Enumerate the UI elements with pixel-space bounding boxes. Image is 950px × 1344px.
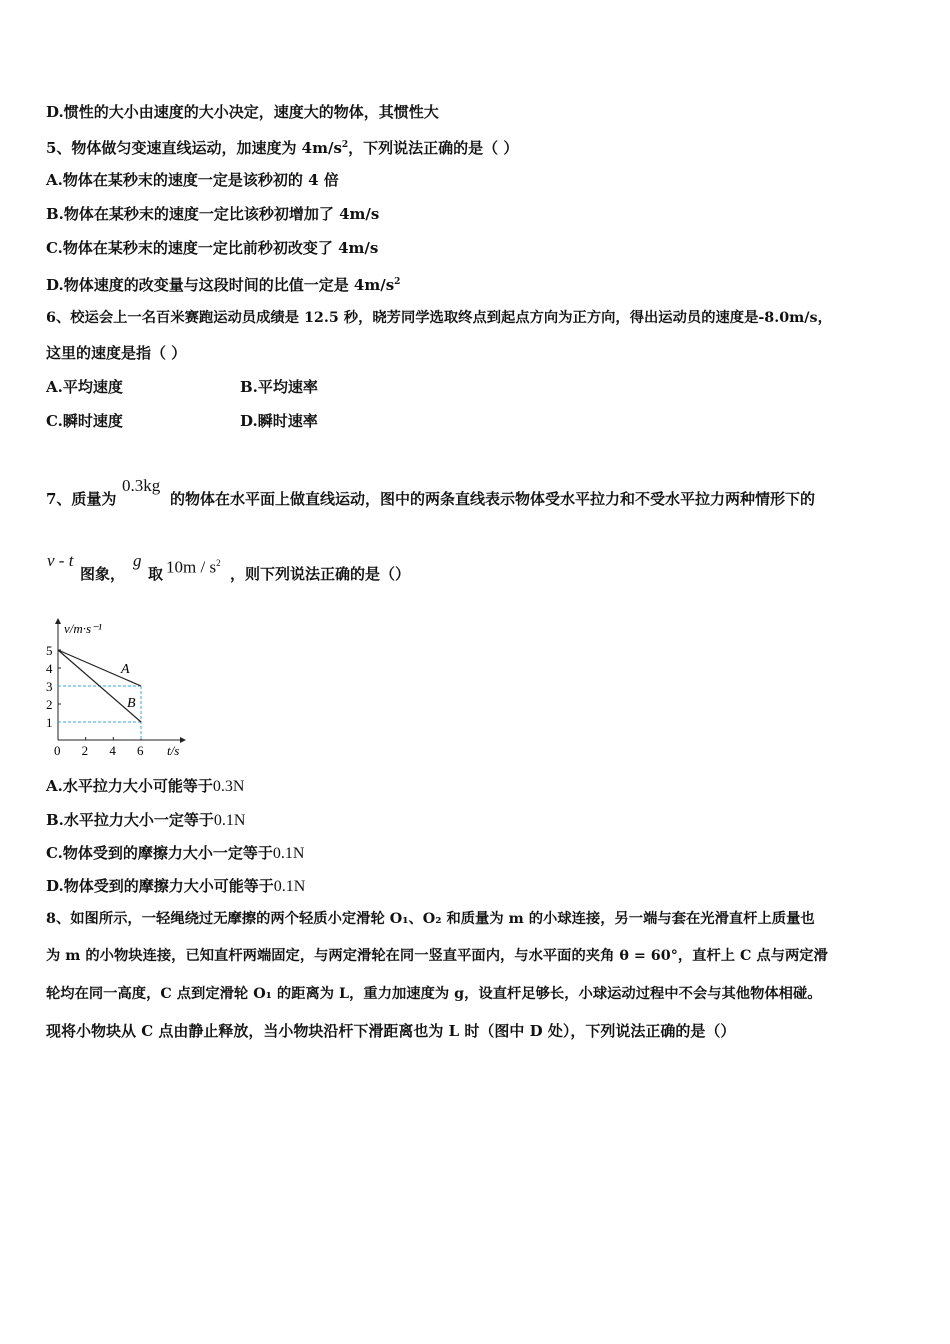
q5-stem-sup: 2 xyxy=(341,140,349,150)
q7-stem-post-text: 的物体在水平面上做直线运动，图中的两条直线表示物体受水平拉力和不受水平拉力两种情形下的 xyxy=(170,490,816,508)
vt-chart xyxy=(40,612,190,762)
q6-stem-line1-text: 6、校运会上一名百米赛跑运动员成绩是 12.5 秒，晓芳同学选取终点到起点方向为正方向，得出运动员的速度是-8.0m/s， xyxy=(46,310,832,326)
q5-option-c-text: C.物体在某秒末的速度一定比前秒初改变了 4m/s xyxy=(46,239,379,257)
q5-stem-post: ，下列说法正确的是（ ） xyxy=(348,139,519,157)
y-tick-label: 3 xyxy=(46,679,53,694)
q7-line2-a-text: 图象， xyxy=(80,565,126,583)
q7-stem-post xyxy=(170,489,815,509)
q5-option-c xyxy=(46,238,378,258)
q6-stem-line2-text: 这里的速度是指（ ） xyxy=(46,344,187,362)
x-tick-label: 0 xyxy=(54,743,61,758)
q7-line2-c xyxy=(230,564,410,584)
x-axis-arrow xyxy=(180,737,186,743)
q7-option-b-val: 0.1N xyxy=(213,812,246,829)
q6-option-b-text: B.平均速率 xyxy=(240,378,318,396)
q7-mass-text: 0.3kg xyxy=(122,476,161,495)
q8-line1-text: 8、如图所示，一轻绳绕过无摩擦的两个轻质小定滑轮 O₁、O₂ 和质量为 m 的小球连接，另一端与套在光滑直杆上质量也 xyxy=(46,911,815,927)
q5-option-d-sup: 2 xyxy=(394,277,401,287)
q6-stem-line2 xyxy=(46,343,186,363)
q5-option-b-text: B.物体在某秒末的速度一定比该秒初增加了 4m/s xyxy=(46,205,380,223)
q8-line1 xyxy=(46,909,815,929)
q7-line2-a xyxy=(80,564,125,584)
q8-line3-text: 轮均在同一高度，C 点到定滑轮 O₁ 的距离为 L，重力加速度为 g，设直杆足够长，小球运动过程中不会与其他物体相碰。 xyxy=(46,986,822,1002)
q8-line2 xyxy=(46,946,828,966)
q7-option-b-text: B.水平拉力大小一定等于 xyxy=(46,811,214,829)
q5-option-d-text: D.物体速度的改变量与这段时间的比值一定是 4m/s xyxy=(46,276,395,294)
q7-stem-pre xyxy=(46,489,116,509)
q7-option-a-val: 0.3N xyxy=(212,778,245,795)
y-axis-arrow xyxy=(55,618,61,624)
q5-option-a xyxy=(46,170,339,190)
q6-stem-line1 xyxy=(46,308,832,328)
q7-option-c-val: 0.1N xyxy=(272,845,305,862)
q7-option-a xyxy=(46,776,244,797)
q7-option-b xyxy=(46,810,245,831)
y-tick-label: 5 xyxy=(46,643,53,658)
q7-option-c-text: C.物体受到的摩擦力大小一定等于 xyxy=(46,844,273,862)
q6-option-c-text: C.瞬时速度 xyxy=(46,412,123,430)
y-axis-label: v/m·s⁻¹ xyxy=(64,621,102,636)
q7-option-d-val: 0.1N xyxy=(273,878,306,895)
q7-vt-text: v - t xyxy=(47,551,74,570)
q5-stem-text: 5、物体做匀变速直线运动，加速度为 4m/s xyxy=(46,139,342,157)
q7-gval xyxy=(166,553,221,578)
x-tick-label: 4 xyxy=(109,743,116,758)
y-tick-label: 1 xyxy=(46,715,53,730)
q4-option-d xyxy=(46,102,439,122)
x-axis-label: t/s xyxy=(167,743,180,758)
q7-option-c xyxy=(46,843,304,864)
q5-option-a-text: A.物体在某秒末的速度一定是该秒初的 4 倍 xyxy=(46,171,339,189)
q5-option-d xyxy=(46,272,400,295)
q7-line2-c-text: ，则下列说法正确的是（） xyxy=(230,565,411,583)
q7-option-d xyxy=(46,876,305,897)
q7-mass xyxy=(122,476,160,496)
q8-line2-text: 为 m 的小物块连接，已知直杆两端固定，与两定滑轮在同一竖直平面内，与水平面的夹角 θ = 60°，直杆上 C 点与两定滑 xyxy=(46,948,828,964)
q6-option-a xyxy=(46,377,123,397)
q6-option-a-text: A.平均速度 xyxy=(46,378,123,396)
q8-line4 xyxy=(46,1021,735,1041)
q6-option-b xyxy=(240,377,318,397)
q7-g-text: g xyxy=(133,551,142,570)
q7-vt xyxy=(47,551,73,571)
q8-line4-text: 现将小物块从 C 点由静止释放，当小物块沿杆下滑距离也为 L 时（图中 D 处），下列说法正确的是（） xyxy=(46,1022,736,1040)
q7-g xyxy=(133,551,142,571)
q7-option-a-text: A.水平拉力大小可能等于 xyxy=(46,777,213,795)
x-tick-label: 6 xyxy=(137,743,144,758)
q7-gval-sup: 2 xyxy=(216,558,221,568)
series-label-b: B xyxy=(127,696,136,711)
y-tick-label: 4 xyxy=(46,661,53,676)
q7-line2-b xyxy=(148,564,163,584)
q7-line2-b-text: 取 xyxy=(148,565,164,583)
q4-option-d-text: D.惯性的大小由速度的大小决定，速度大的物体，其惯性大 xyxy=(46,103,439,121)
q7-option-d-text: D.物体受到的摩擦力大小可能等于 xyxy=(46,877,274,895)
q6-option-d xyxy=(240,411,318,431)
q8-line3 xyxy=(46,984,822,1004)
series-label-a: A xyxy=(121,662,130,677)
q5-stem xyxy=(46,135,518,158)
q7-stem-pre-text: 7、质量为 xyxy=(46,490,117,508)
q6-option-c xyxy=(46,411,123,431)
q5-option-b xyxy=(46,204,379,224)
q6-option-d-text: D.瞬时速率 xyxy=(240,412,318,430)
x-tick-label: 2 xyxy=(81,743,89,758)
y-tick-label: 2 xyxy=(46,697,53,712)
q7-gval-text: 10m / s xyxy=(166,557,217,577)
